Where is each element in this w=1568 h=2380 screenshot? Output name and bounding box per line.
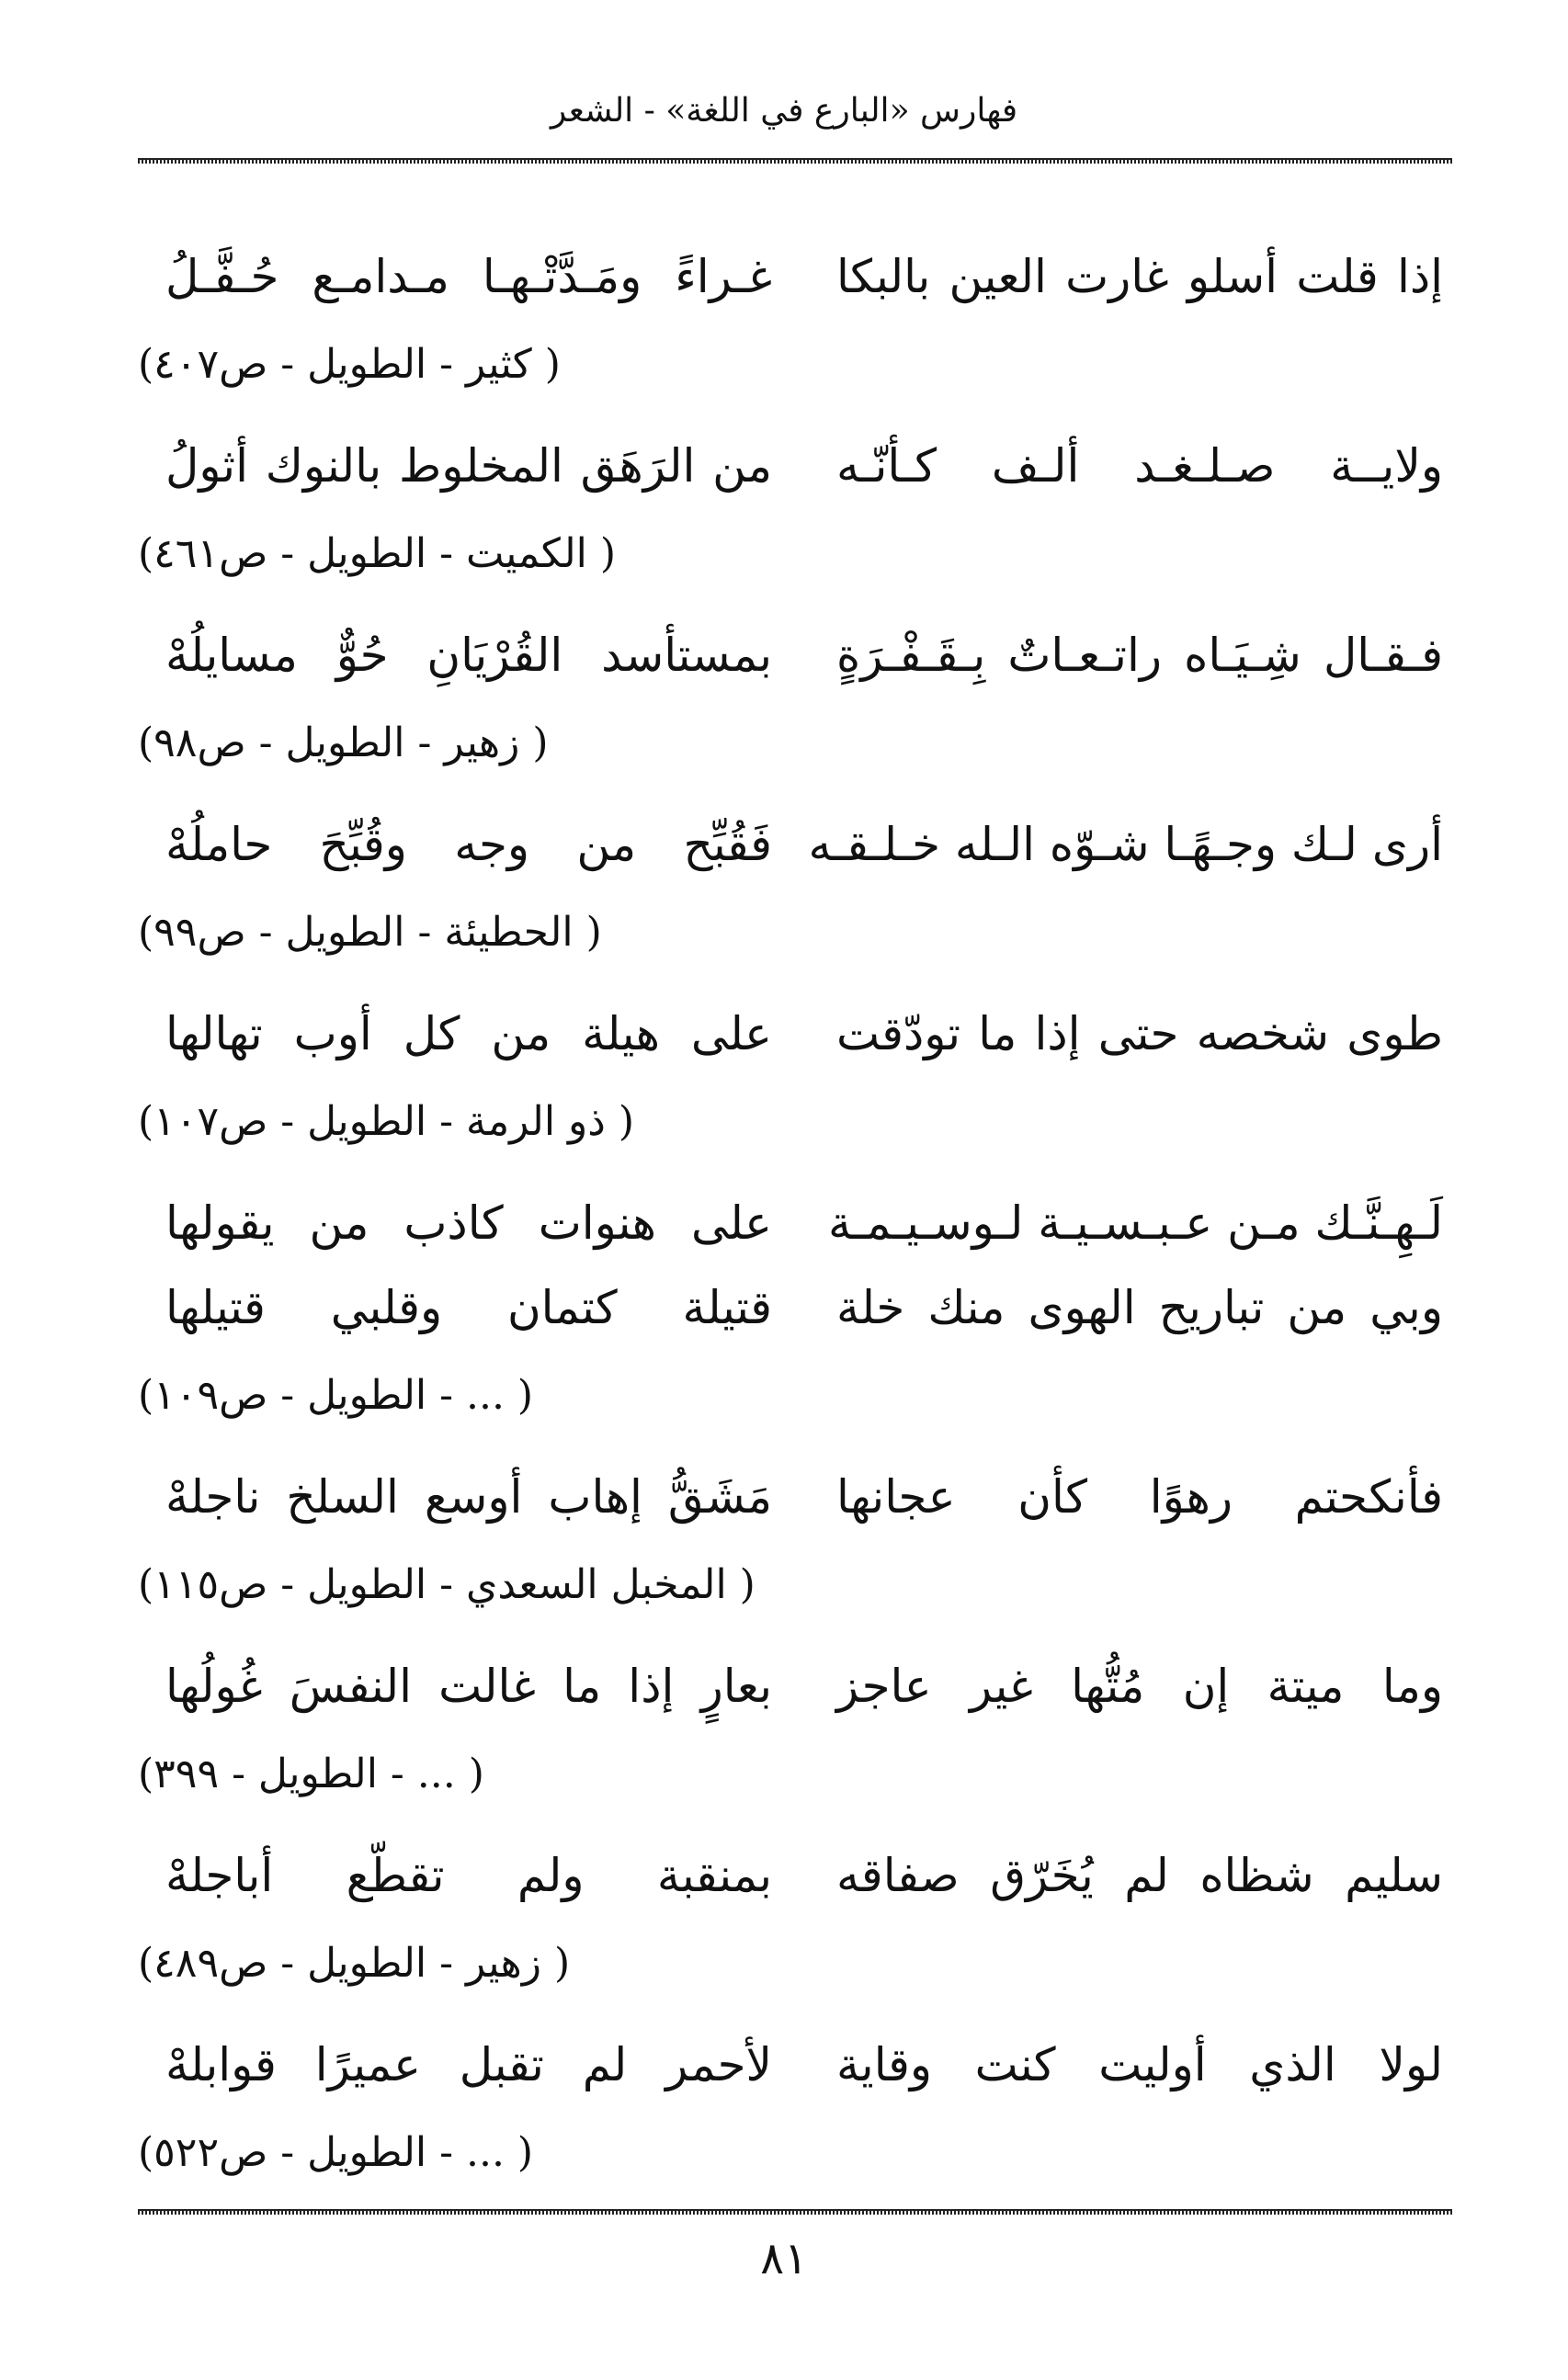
attribution: ( زهير - الطويل - ص٩٨) — [138, 720, 549, 766]
attribution-row — [138, 1918, 1452, 2023]
second-hemistich: من الرَهَق المخلوط بالنوك أثولُ — [165, 439, 772, 493]
first-hemistich: لولا الذي أوليت كنت وقاية — [836, 2038, 1443, 2091]
first-hemistich: فـقـال شِـيَـاه راتـعـاتٌ بِـقَـفْـرَةٍ — [836, 629, 1443, 682]
attribution-row — [138, 697, 1452, 802]
attribution: ( كثير - الطويل - ص٤٠٧) — [138, 341, 561, 388]
verse-entry — [138, 1833, 1452, 2023]
first-hemistich: إذا قلت أسلو غارت العين بالبكا — [836, 250, 1443, 303]
verse-entry — [138, 1181, 1452, 1455]
verse-entry — [138, 992, 1452, 1181]
second-hemistich: غـراءً ومَـدَّتْـهـا مـدامـع حُـفَّـلُ — [165, 250, 772, 303]
first-hemistich: أرى لـك وجـهًـا شـوّه الـله خـلـقـه — [808, 818, 1443, 871]
verse-line — [138, 1833, 1452, 1918]
verse-line — [138, 613, 1452, 697]
footer-rule — [138, 2209, 1452, 2215]
running-header: فهارس «البارع في اللغة» - الشعر — [550, 92, 1018, 130]
attribution: ( ... - الطويل - ص٥٢٢) — [138, 2129, 534, 2176]
verse-entry — [138, 802, 1452, 992]
attribution: ( ذو الرمة - الطويل - ص١٠٧) — [138, 1098, 635, 1145]
verse-line — [138, 1181, 1452, 1265]
attribution: ( الحطيئة - الطويل - ص٩٩) — [138, 909, 602, 956]
attribution-row — [138, 2107, 1452, 2212]
first-hemistich: ولايــة صـلـغـد ألـف كـأنّـه — [836, 439, 1443, 493]
attribution-row — [138, 508, 1452, 613]
verse-line — [138, 992, 1452, 1076]
verse-entry — [138, 2023, 1452, 2212]
second-hemistich: بمستأسد القُرْيَانِ حُوٌّ مسايلُهْ — [165, 629, 772, 682]
first-hemistich: طوى شخصه حتى إذا ما تودّقت — [836, 1007, 1443, 1060]
verse-entry — [138, 613, 1452, 802]
verse-line — [138, 1265, 1452, 1350]
attribution: ( الكميت - الطويل - ص٤٦١) — [138, 530, 616, 577]
verse-line — [138, 1644, 1452, 1728]
verse-entry — [138, 424, 1452, 613]
verse-line — [138, 424, 1452, 508]
verse-line — [138, 2023, 1452, 2107]
attribution-row — [138, 1350, 1452, 1455]
second-hemistich: فَقُبِّح من وجه وقُبِّحَ حاملُهْ — [165, 818, 772, 871]
second-hemistich: بمنقبة ولم تقطّع أباجلهْ — [165, 1849, 772, 1902]
verse-entry — [138, 1455, 1452, 1644]
page-number: ٨١ — [760, 2233, 808, 2284]
attribution: ( المخبل السعدي - الطويل - ص١١٥) — [138, 1561, 756, 1608]
attribution: ( زهير - الطويل - ص٤٨٩) — [138, 1940, 571, 1987]
second-hemistich: على هنوات كاذب من يقولها — [165, 1196, 772, 1250]
verse-line — [138, 802, 1452, 887]
first-hemistich: وما ميتة إن مُتُّها غير عاجز — [836, 1660, 1443, 1713]
second-hemistich: قتيلة كتمان وقلبي قتيلها — [165, 1281, 772, 1334]
second-hemistich: لأحمر لم تقبل عميرًا قوابلهْ — [165, 2038, 772, 2091]
first-hemistich: سليم شظاه لم يُخَرّق صفاقه — [836, 1849, 1443, 1902]
verse-entry — [138, 1644, 1452, 1833]
verse-entry — [138, 234, 1452, 424]
attribution-row — [138, 887, 1452, 992]
verse-list — [138, 234, 1452, 2212]
attribution: ( ... - الطويل - ٣٩٩) — [138, 1751, 484, 1797]
header-rule — [138, 158, 1452, 164]
attribution-row — [138, 1076, 1452, 1181]
attribution: ( ... - الطويل - ص١٠٩) — [138, 1372, 534, 1419]
first-hemistich: لَـهِـنَّـك مـن عـبـسـيـة لـوسـيـمـة — [828, 1196, 1443, 1250]
second-hemistich: على هيلة من كل أوب تهالها — [165, 1007, 772, 1060]
first-hemistich: وبي من تباريح الهوى منك خلة — [836, 1281, 1443, 1334]
first-hemistich: فأنكحتم رهوًا كأن عجانها — [836, 1470, 1443, 1524]
verse-line — [138, 234, 1452, 319]
attribution-row — [138, 319, 1452, 424]
attribution-row — [138, 1728, 1452, 1833]
second-hemistich: مَشَقُّ إهاب أوسع السلخ ناجلهْ — [165, 1470, 772, 1524]
second-hemistich: بعارٍ إذا ما غالت النفسَ غُولُها — [165, 1660, 772, 1713]
verse-line — [138, 1455, 1452, 1539]
attribution-row — [138, 1539, 1452, 1644]
